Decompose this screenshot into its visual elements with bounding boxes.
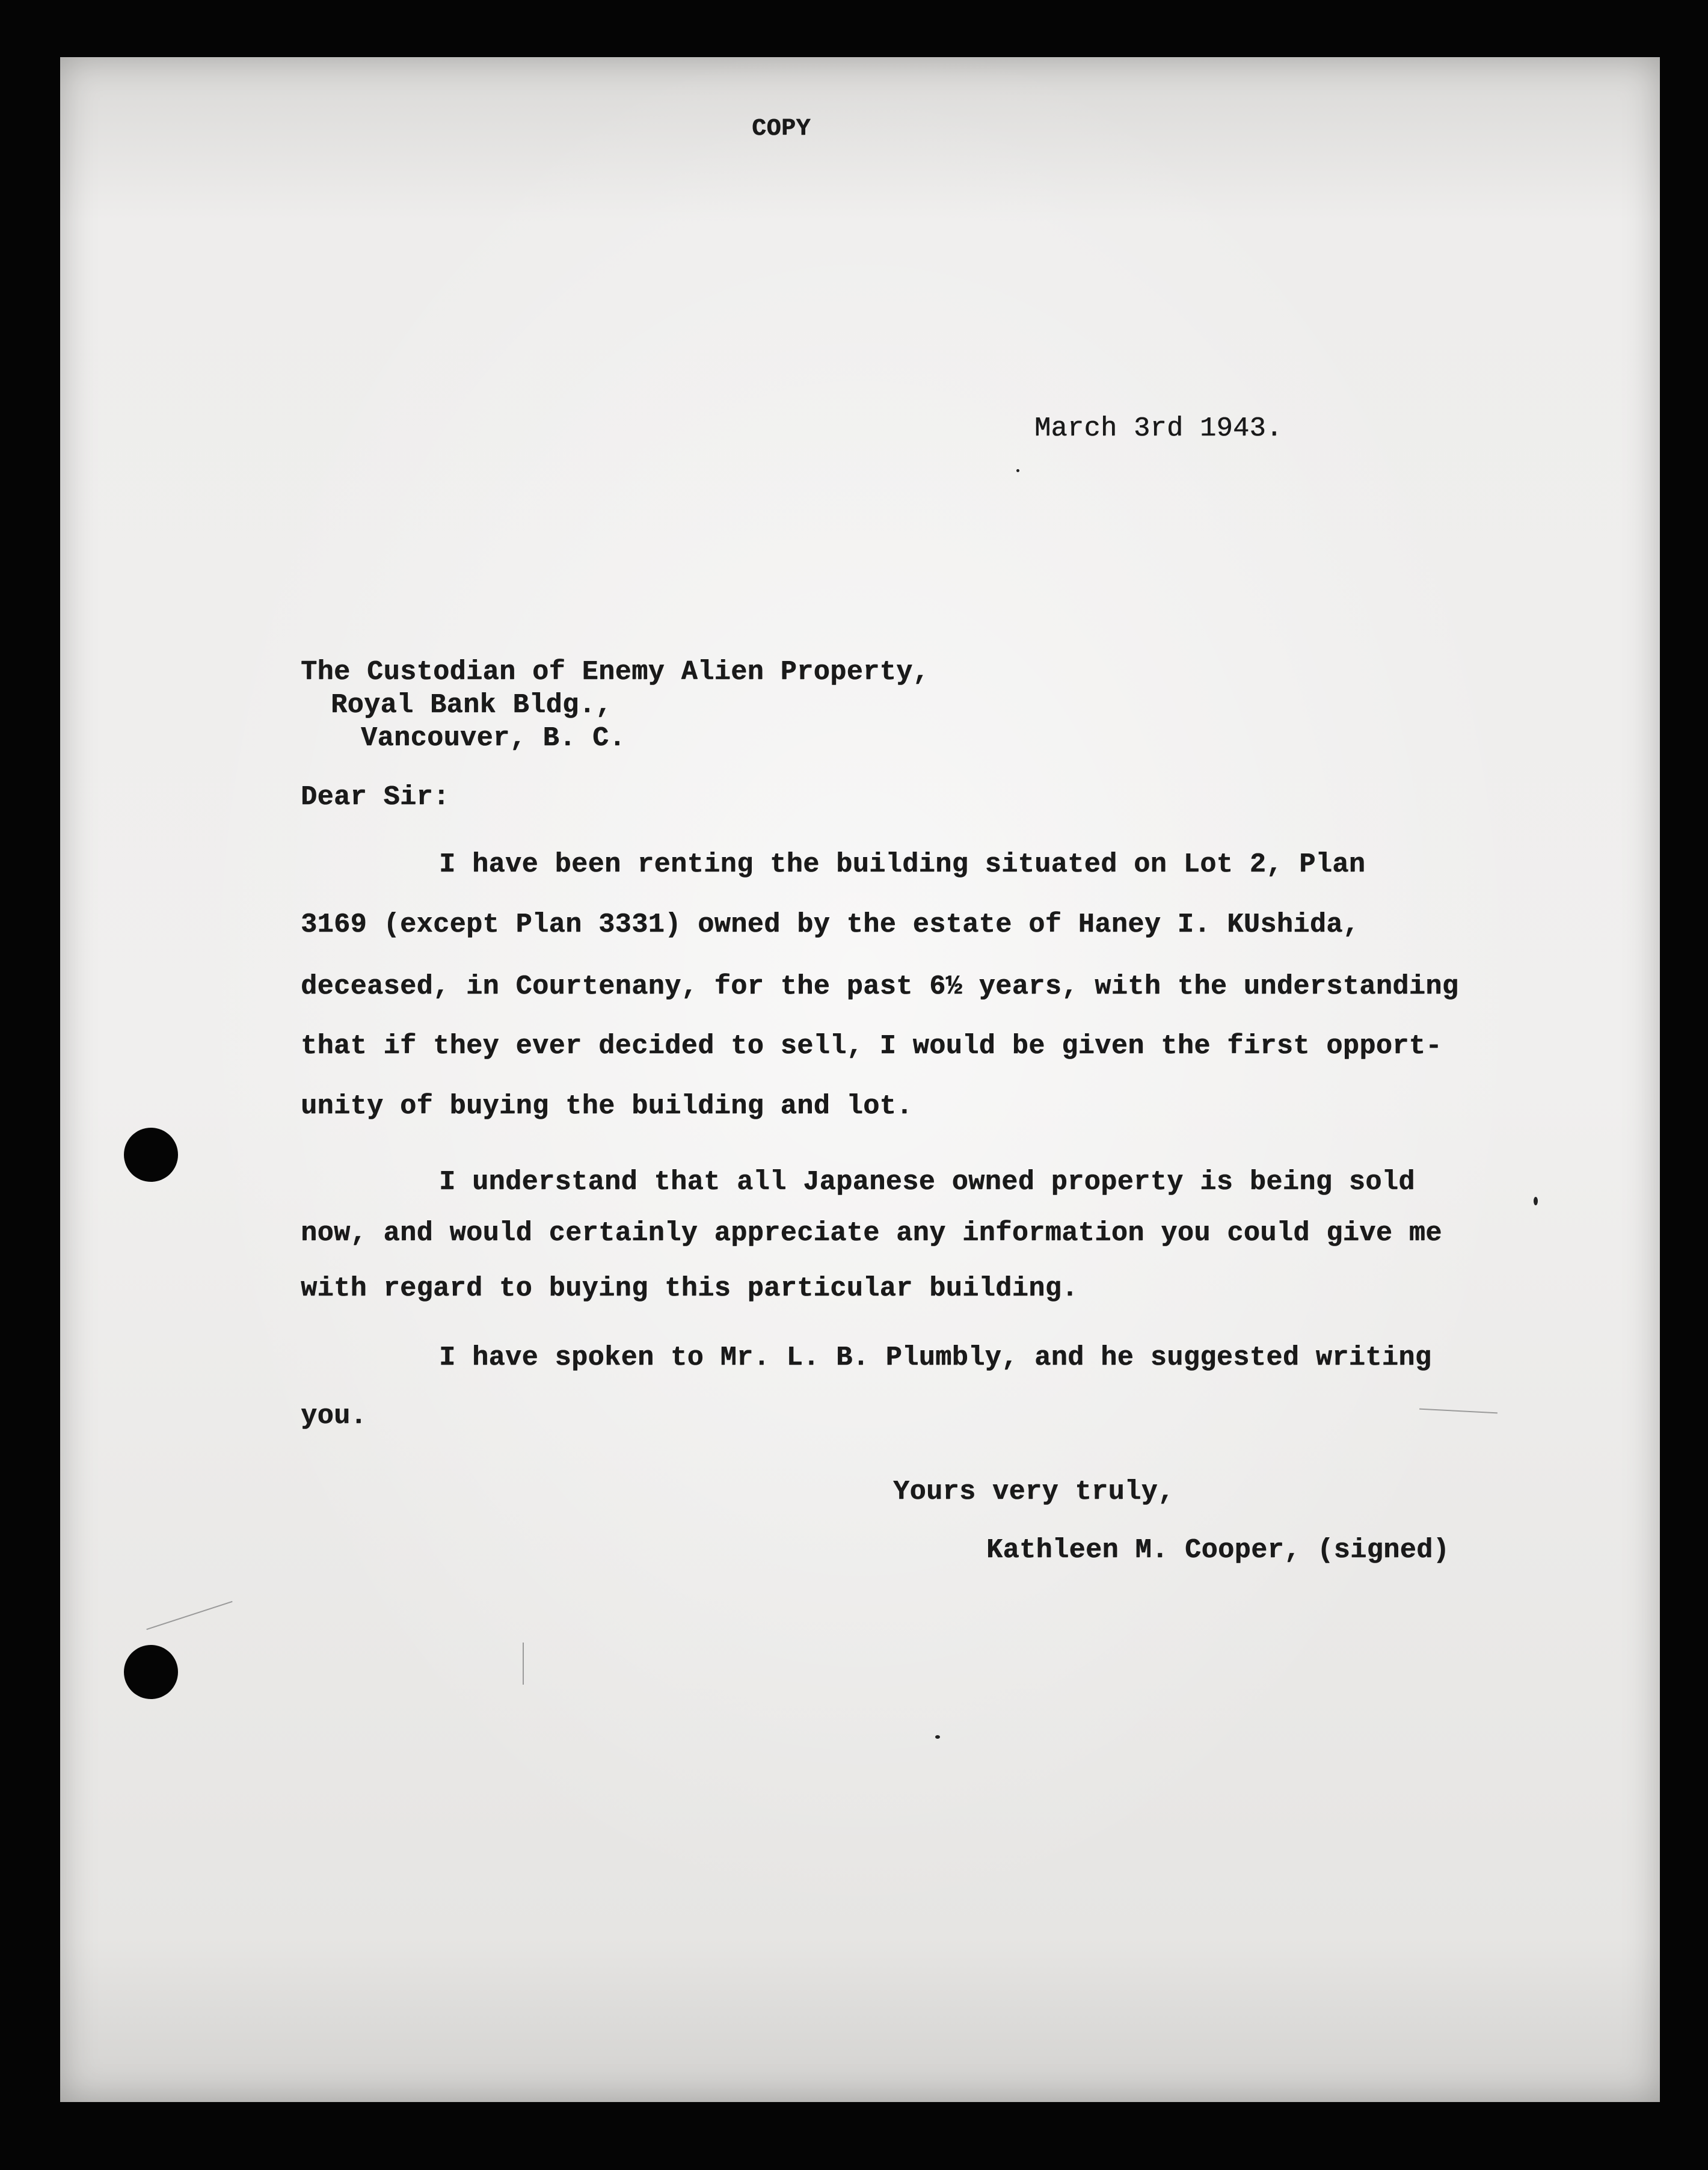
scan-speck <box>935 1735 940 1739</box>
paragraph-1-line: I have been renting the building situated on Lot 2, Plan <box>439 849 1366 880</box>
recipient-line-1: The Custodian of Enemy Alien Property, <box>301 657 930 687</box>
letter-date: March 3rd 1943. <box>1034 413 1283 444</box>
paragraph-1-line: unity of buying the building and lot. <box>301 1091 913 1122</box>
signature-line: Kathleen M. Cooper, (signed) <box>986 1535 1450 1566</box>
paragraph-2-line: I understand that all Japanese owned property is being sold <box>439 1167 1415 1197</box>
paragraph-3-line: you. <box>301 1401 367 1431</box>
paragraph-1-line: deceased, in Courtenany, for the past 6½ years, with the understanding <box>301 971 1459 1002</box>
paragraph-3-line: I have spoken to Mr. L. B. Plumbly, and he suggested writing <box>439 1342 1432 1373</box>
scan-scratch <box>523 1643 524 1685</box>
recipient-line-2: Royal Bank Bldg., <box>331 690 612 721</box>
paragraph-2-line: now, and would certainly appreciate any information you could give me <box>301 1218 1442 1249</box>
scan-speck <box>1534 1197 1538 1205</box>
scan-speck <box>1016 469 1019 472</box>
scan-scratch <box>146 1601 232 1630</box>
punch-hole-upper <box>124 1128 178 1182</box>
scan-scratch <box>1419 1409 1498 1414</box>
recipient-line-3: Vancouver, B. C. <box>361 723 626 754</box>
punch-hole-lower <box>124 1645 178 1699</box>
copy-label: COPY <box>752 115 811 143</box>
letter-page <box>60 57 1660 2102</box>
paragraph-1-line: 3169 (except Plan 3331) owned by the estate of Haney I. KUshida, <box>301 909 1360 940</box>
salutation: Dear Sir: <box>301 782 450 813</box>
paragraph-2-line: with regard to buying this particular building. <box>301 1273 1078 1304</box>
paragraph-1-line: that if they ever decided to sell, I would be given the first opport- <box>301 1031 1442 1062</box>
closing: Yours very truly, <box>893 1477 1175 1507</box>
